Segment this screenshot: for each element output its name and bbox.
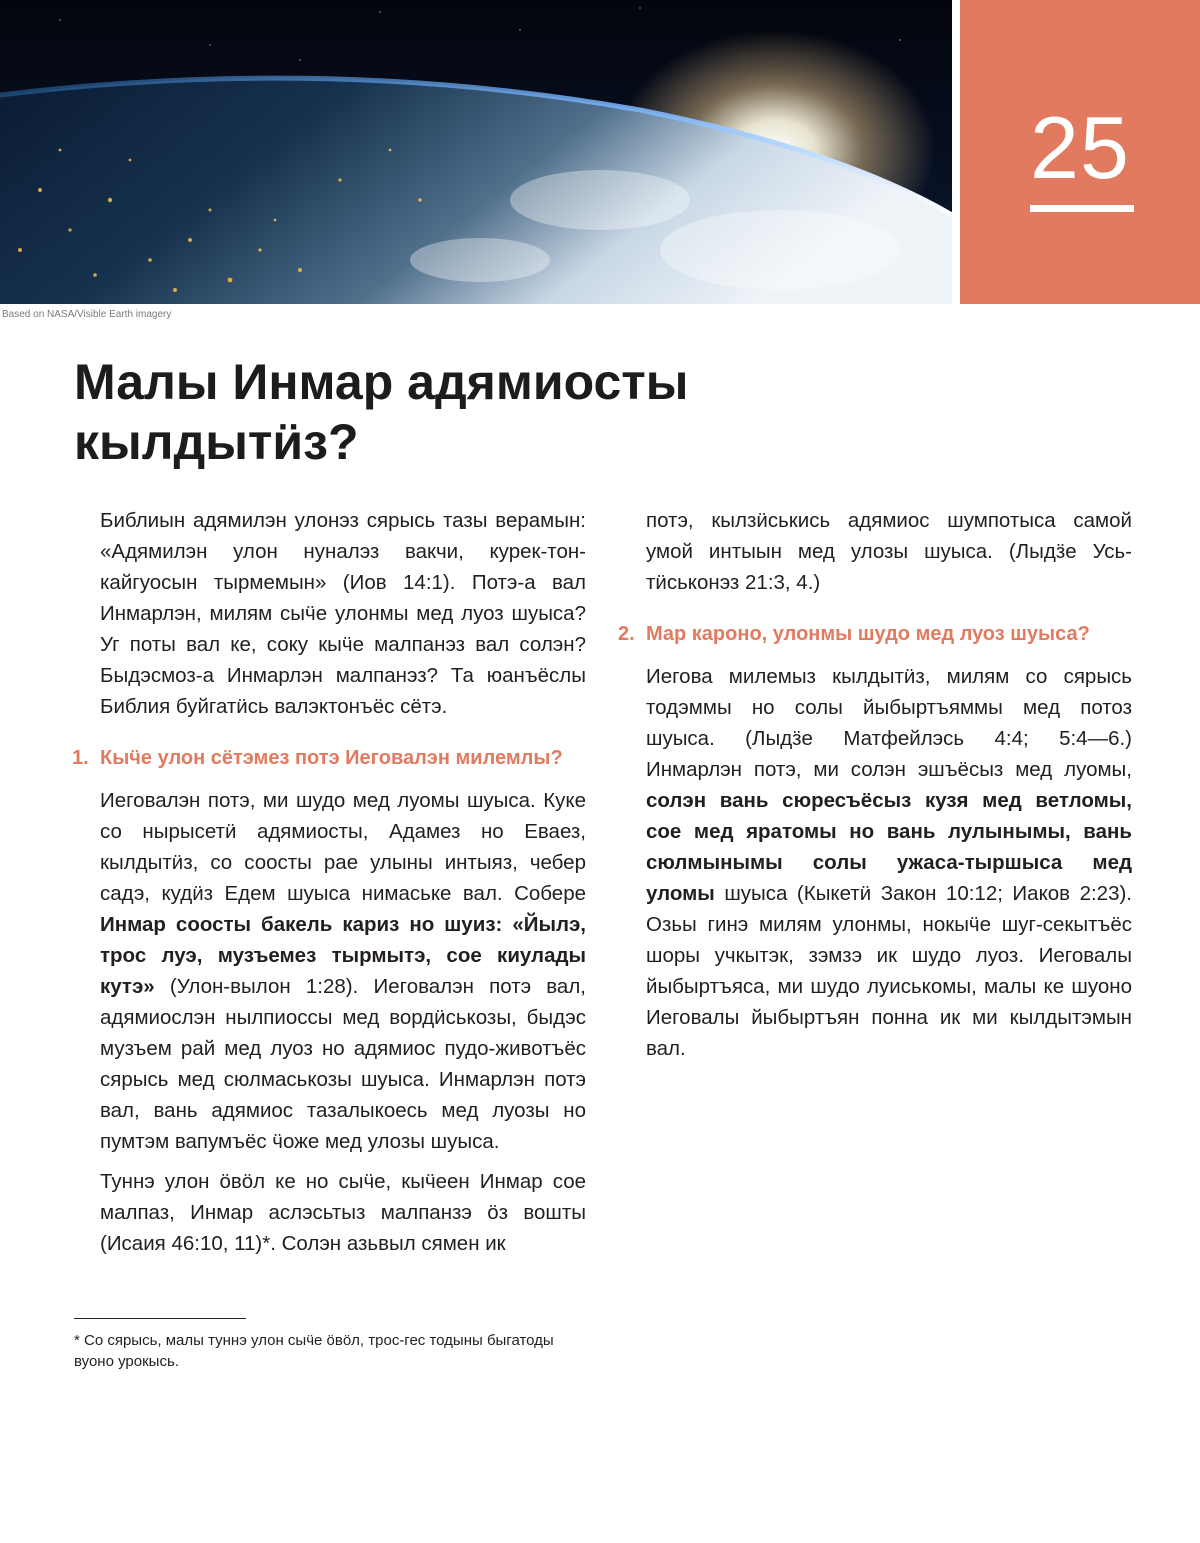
footnote-divider xyxy=(74,1318,246,1319)
lesson-number-underline xyxy=(1030,205,1134,212)
question-1 xyxy=(72,744,586,773)
question-1-text: Кыӵе улон сётэмез потэ Иеговалэн милемлы? xyxy=(100,747,563,769)
lesson-number-tab xyxy=(960,0,1200,304)
answer-1-paragraph-2: Туннэ улон ӧвӧл ке но сыӵе, кыӵеен Инмар сое малпаз, Инмар аслэсьтыз малпанзэ ӧз вошты (Исаия 46:10, 11)*. Солэн азьвыл сямен ик xyxy=(100,1170,586,1255)
right-column xyxy=(618,505,1132,1073)
answer-1-paragraph xyxy=(100,785,586,1157)
question-1-number: 1. xyxy=(72,747,89,769)
answer-1-text-a: Иеговалэн потэ, ми шудо мед луомы шуыса. Куке со нырысетӥ адямиосты, Адамез но Еваез, кылдытӥз, со соосты рае улыны интыяз, чебер садэ, кудӥз Едем шуыса нимаське вал. Собере xyxy=(100,789,586,905)
answer-2-paragraph xyxy=(646,661,1132,1064)
intro-paragraph: Библиын адямилэн улонэз сярысь тазы верамын: «Адямилэн улон нуналэз вакчи, курек-тон-кайгуосын тырмемын» (Иов 14:1). Потэ-а вал Инмарлэн, милям сыӵе улонмы мед луоз шуыса? Уг поты вал ке, соку кыӵе малпанэз вал солэн? Быдэсмоз-а Инмарлэн малпанэз? Та юанъёслы Библия буйгатӥсь валэктонъёс сётэ. xyxy=(100,509,586,718)
answer-2-text-c: шуыса (Кыкетӥ Закон 10:12; Иаков 2:23). Озьы гинэ милям улонмы, нокыӵе шуг-секытъёс шоры учкытэк, зэмзэ ик шудо луоз. Иеговалы йыбыртъяса, ми шудо луиськомы, малы ке шуоно Иеговалы йыбыртъян понна ик ми кылдытэмын вал. xyxy=(646,882,1132,1060)
page-title: Малы Инмар адямиосты кылдытӥз? xyxy=(74,354,689,470)
answer-2-text-a: Иегова милемыз кылдытӥз, милям со сярысь тодэммы но солы йыбыртъяммы мед потоз шуыса. (Лыдӟе Матфейлэсь 4:4; 5:4—6.) Инмарлэн потэ, ми солэн эшъёсыз мед луомы, xyxy=(646,665,1132,781)
lesson-number: 25 xyxy=(1030,98,1130,197)
continued-paragraph: потэ, кылзӥськись адямиос шумпотыса самой умой интыын мед улозы шуыса. (Лыдӟе Усь-тӥськонэз 21:3, 4.) xyxy=(646,509,1132,594)
answer-1-bold: Инмар соосты бакель кариз но шуиз: «Йылэ, трос луэ, музъемез тырмытэ, сое киулады кутэ» xyxy=(100,913,586,998)
question-2-text: Мар кароно, улонмы шудо мед луоз шуыса? xyxy=(646,623,1090,645)
answer-2-bold: солэн вань сюресъёсыз кузя мед ветломы, сое мед яратомы но вань лулынымы, вань сюлмынымы солы ужаса-тыршыса мед уломы xyxy=(646,789,1132,905)
left-column xyxy=(72,505,586,1268)
question-2 xyxy=(618,620,1132,649)
earth-photo xyxy=(0,0,952,304)
earth-illustration xyxy=(0,0,952,304)
image-credit: Based on NASA/Visible Earth imagery xyxy=(2,309,172,320)
question-2-number: 2. xyxy=(618,623,635,645)
footnote: * Со сярысь, малы туннэ улон сыӵе ӧвӧл, трос-гес тодыны быгатоды вуоно урокысь. xyxy=(74,1332,554,1370)
answer-1-text-c: (Улон-вылон 1:28). Иеговалэн потэ вал, адямиослэн нылпиоссы мед вордӥськозы, быдэс музъем рай мед луоз но адямиос пудо-животъёс сярысь мед сюлмаськозы шуыса. Инмарлэн потэ вал, вань адямиос тазалыкоесь мед луозы но пумтэм вапумъёс ӵоже мед улозы шуыса. xyxy=(100,975,586,1153)
